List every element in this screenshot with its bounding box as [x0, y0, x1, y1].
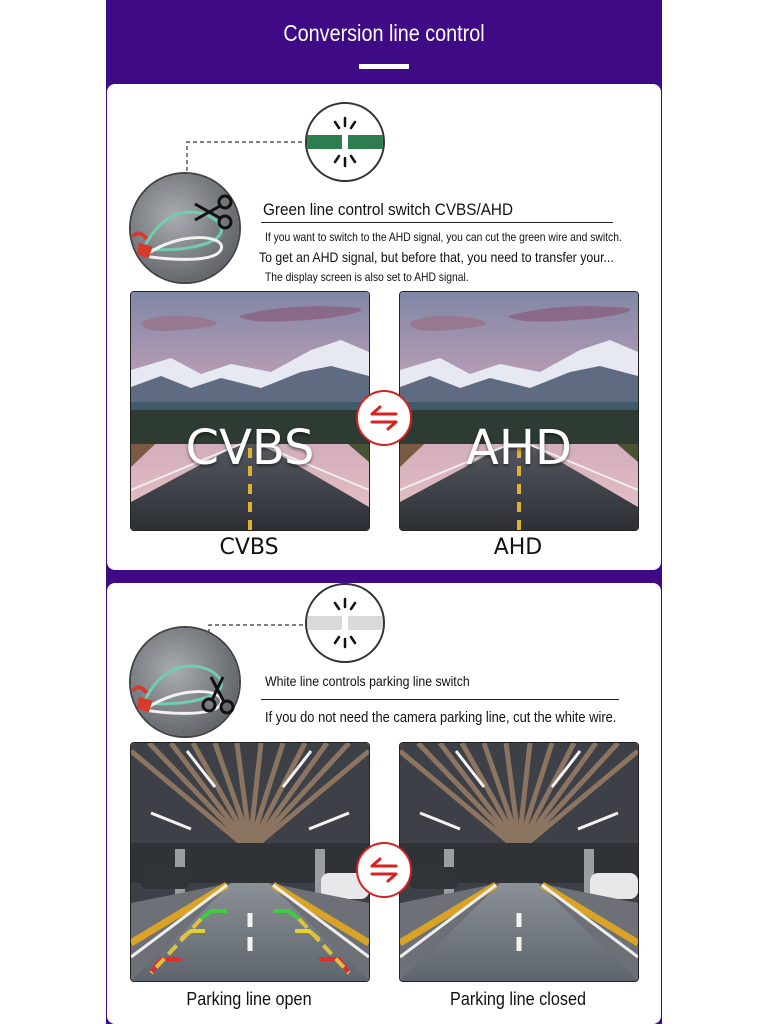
- title-underline: [359, 64, 409, 69]
- parking-line-open-photo: [130, 742, 370, 982]
- cvbs-overlay-label: CVBS: [185, 420, 315, 476]
- heading-rule: [261, 699, 619, 700]
- cut-wire-icon: [305, 102, 385, 182]
- white-line-card: [107, 583, 661, 1024]
- description-line-1: If you want to switch to the AHD signal, you can cut the green wire and switch.: [265, 230, 622, 244]
- heading-rule: [261, 222, 613, 223]
- swap-arrows-icon: [356, 842, 412, 898]
- ahd-overlay-label: AHD: [466, 420, 572, 476]
- parking-line-closed-photo: [399, 742, 639, 982]
- page-title: Conversion line control: [283, 20, 485, 46]
- scissors-icon: [199, 675, 239, 715]
- parking-open-caption: Parking line open: [186, 989, 312, 1009]
- description-line-2: To get an AHD signal, but before that, you need to transfer your...: [259, 249, 614, 265]
- ahd-photo: [399, 291, 639, 531]
- cvbs-photo: [130, 291, 370, 531]
- section-heading: Green line control switch CVBS/AHD: [263, 200, 514, 219]
- scissors-icon: [191, 194, 235, 230]
- page-frame: [106, 0, 662, 1024]
- description-line-1: If you do not need the camera parking line, cut the white wire.: [265, 709, 617, 726]
- green-line-card: [107, 84, 661, 570]
- parking-closed-caption: Parking line closed: [450, 989, 586, 1009]
- cvbs-caption: CVBS: [219, 535, 279, 560]
- description-line-3: The display screen is also set to AHD signal.: [265, 270, 469, 284]
- ahd-caption: AHD: [493, 535, 543, 560]
- swap-arrows-icon: [356, 390, 412, 446]
- cut-wire-icon: [305, 583, 385, 663]
- section-heading: White line controls parking line switch: [265, 673, 470, 689]
